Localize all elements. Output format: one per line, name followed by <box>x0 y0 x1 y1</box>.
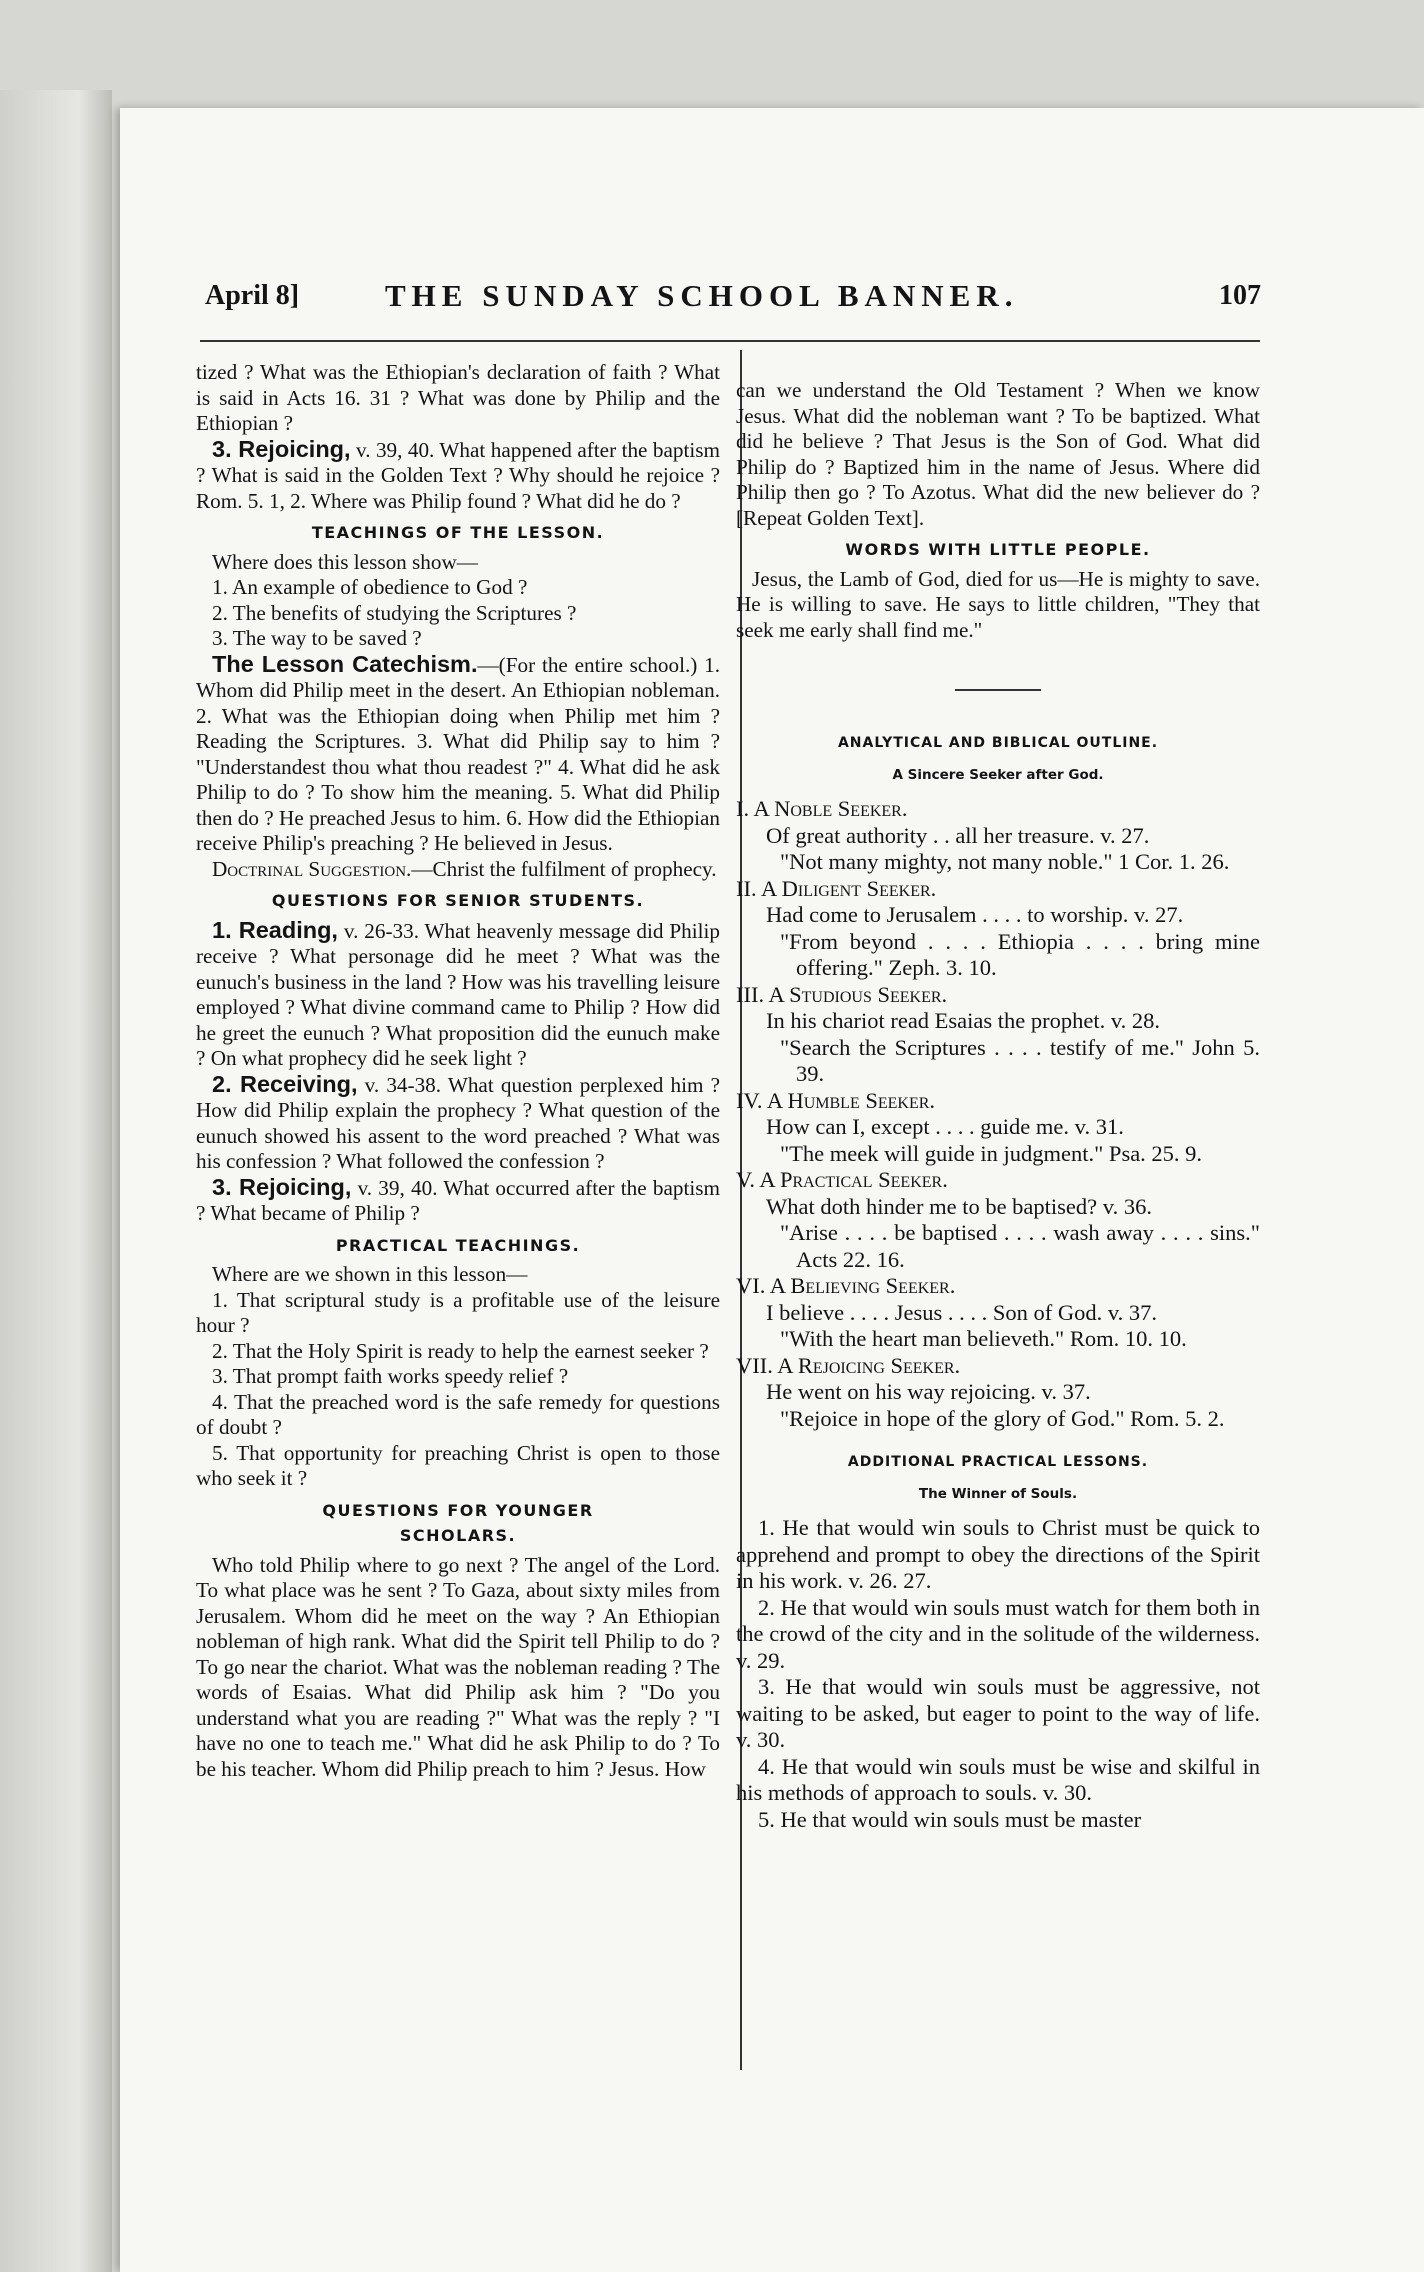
teachings-item: 2. The benefits of studying the Scriptures ? <box>212 600 577 625</box>
outline-quote: "Not many mighty, not many noble." 1 Cor. 1. 26. <box>780 849 1230 874</box>
lesson-item: 1. He that would win souls to Christ must be quick to apprehend and prompt to obey the directions of the Spirit in his work. v. 26. 27. <box>736 1515 1260 1593</box>
doctrinal-paragraph <box>196 857 720 883</box>
little-people-heading: WORDS WITH LITTLE PEOPLE. <box>845 540 1151 559</box>
senior-question-section <box>196 918 720 1072</box>
lessons-subheading: The Winner of Souls. <box>918 1485 1078 1502</box>
facing-page-edge <box>0 90 112 2272</box>
outline-quote: "Arise . . . . be baptised . . . . wash away . . . . sins." Acts 22. 16. <box>780 1220 1260 1272</box>
senior-subheading: 3. Rejoicing, <box>212 1173 352 1200</box>
rejoicing-paragraph <box>196 437 720 515</box>
outline-quote: "The meek will guide in judgment." Psa. 25. 9. <box>780 1140 1203 1166</box>
outline-reference: Of great authority . . all her treasure. v. 27. <box>766 822 1150 848</box>
header-rule <box>200 340 1260 342</box>
catechism-text: —(For the entire school.) 1. Whom did Philip meet in the desert. An Ethiopian nobleman. 2. What was the Ethiopian doing when Philip met him ? Reading the Scriptures. 3. What did Philip say to him ? "Understandest thou what thou readest ?" 4. What did he ask Philip to do ? To show him the meaning. 5. What did Philip then do ? He preached Jesus to him. 6. How did the Ethiopian receive Philip's preaching ? He believed in Jesus. <box>196 652 720 855</box>
lesson-item: 4. He that would win souls must be wise and skilful in his methods of approach to souls. v. 30. <box>736 1753 1260 1805</box>
teachings-item: 3. The way to be saved ? <box>212 626 422 650</box>
teachings-list <box>196 575 720 652</box>
outline-reference: How can I, except . . . . guide me. v. 31. <box>766 1114 1124 1139</box>
doctrinal-label: Doctrinal Suggestion. <box>212 856 412 881</box>
section-divider <box>955 689 1041 691</box>
practical-item: 3. That prompt faith works speedy relief ? <box>212 1364 569 1388</box>
outline-reference: I believe . . . . Jesus . . . . Son of God. v. 37. <box>766 1299 1158 1325</box>
practical-item: 1. That scriptural study is a profitable use of the leisure hour ? <box>196 1287 720 1337</box>
senior-question-text: v. 39, 40. What occurred after the baptism ? What became of Philip ? <box>196 1175 720 1225</box>
senior-questions <box>196 918 720 1227</box>
outline-title: IV. A Humble Seeker. <box>736 1087 936 1113</box>
outline-title: V. A Practical Seeker. <box>736 1167 948 1192</box>
senior-question-text: v. 26-33. What heavenly message did Philip receive ? What personage did he meet ? What was the eunuch's business in the land ? How was his travelling leisure employed ? What divine command came to Philip ? How did he greet the eunuch ? What proposition did the eunuch make ? On what prophecy did he seek light ? <box>196 918 720 1070</box>
lesson-item: 5. He that would win souls must be master <box>758 1806 1142 1832</box>
outline-title: VI. A Believing Seeker. <box>736 1273 956 1298</box>
senior-heading: QUESTIONS FOR SENIOR STUDENTS. <box>271 891 645 910</box>
younger-heading-line1: QUESTIONS FOR YOUNGER <box>322 1500 594 1520</box>
catechism-subheading: The Lesson Catechism. <box>212 650 478 677</box>
outline-subheading: A Sincere Seeker after God. <box>892 766 1104 783</box>
catechism-paragraph <box>196 652 720 857</box>
practical-heading: PRACTICAL TEACHINGS. <box>335 1235 581 1255</box>
senior-question-text: v. 34-38. What question perplexed him ? How did Philip explain the prophecy ? What question of the eunuch showed his assent to the word preached ? What was his confession ? What followed the confession ? <box>196 1072 720 1173</box>
outline-title: I. A Noble Seeker. <box>736 796 908 821</box>
header-title: THE SUNDAY SCHOOL BANNER. <box>385 278 1019 313</box>
intro-paragraph: tized ? What was the Ethiopian's declaration of faith ? What is said in Acts 16. 31 ? What was done by Philip and the Ethiopian ? <box>196 360 720 435</box>
rejoicing-text: v. 39, 40. What happened after the baptism ? What is said in the Golden Text ? Why should he rejoice ? Rom. 5. 1, 2. Where was Philip found ? What did he do ? <box>196 437 720 513</box>
younger-heading-line2: SCHOLARS. <box>399 1526 517 1545</box>
outline-quote: "With the heart man believeth." Rom. 10. 10. <box>780 1326 1187 1351</box>
header-date: April 8] <box>205 280 300 311</box>
outline-title: II. A Diligent Seeker. <box>736 875 937 901</box>
outline-title: VII. A Rejoicing Seeker. <box>736 1352 961 1378</box>
teachings-heading: TEACHINGS OF THE LESSON. <box>311 523 605 542</box>
outline-quote: "From beyond . . . . Ethiopia . . . . bring mine offering." Zeph. 3. 10. <box>780 928 1260 980</box>
outline-reference: In his chariot read Esaias the prophet. v. 28. <box>766 1008 1161 1033</box>
practical-item: 5. That opportunity for preaching Christ is open to those who seek it ? <box>196 1440 720 1490</box>
practical-intro: Where are we shown in this lesson— <box>212 1262 528 1286</box>
outline-reference: What doth hinder me to be baptised? v. 36. <box>766 1193 1152 1219</box>
senior-subheading: 2. Receiving, <box>212 1070 358 1097</box>
lesson-item: 3. He that would win souls must be aggressive, not waiting to be asked, but eager to point to the way of life. v. 30. <box>736 1674 1260 1752</box>
outline-quote: "Rejoice in hope of the glory of God." Rom. 5. 2. <box>780 1405 1225 1431</box>
teachings-intro: Where does this lesson show— <box>212 549 478 574</box>
little-people-paragraph: Jesus, the Lamb of God, died for us—He is mighty to save. He is willing to save. He says to little children, "They that seek me early shall find me." <box>736 566 1260 642</box>
lesson-item: 2. He that would win souls must watch for them both in the crowd of the city and in the solitude of the wilderness. v. 29. <box>736 1594 1260 1673</box>
outline-reference: He went on his way rejoicing. v. 37. <box>766 1379 1091 1404</box>
lessons-list <box>736 1515 1260 1833</box>
continuation-paragraph: can we understand the Old Testament ? When we know Jesus. What did the nobleman want ? To be baptized. What did he believe ? That Jesus is the Son of God. What did Philip do ? Baptized him in the name of Jesus. Where did Philip then go ? To Azotus. What did the new believer do ? [Repeat Golden Text]. <box>736 378 1260 530</box>
senior-question-section <box>196 1175 720 1227</box>
practical-item: 2. That the Holy Spirit is ready to help the earnest seeker ? <box>212 1338 709 1363</box>
senior-question-section <box>196 1072 720 1175</box>
outline-reference: Had come to Jerusalem . . . . to worship. v. 27. <box>766 902 1184 927</box>
doctrinal-text: —Christ the fulfilment of prophecy. <box>411 856 717 881</box>
outline-heading: ANALYTICAL AND BIBLICAL OUTLINE. <box>837 735 1159 751</box>
outline-list <box>736 796 1260 1432</box>
right-column <box>736 378 1260 1833</box>
practical-item: 4. That the preached word is the safe remedy for questions of doubt ? <box>196 1389 720 1439</box>
outline-title: III. A Studious Seeker. <box>736 981 948 1007</box>
younger-paragraph: Who told Philip where to go next ? The angel of the Lord. To what place was he sent ? To Gaza, about sixty miles from Jerusalem. Whom did he meet on the way ? An Ethiopian nobleman of high rank. What did the Spirit tell Philip to do ? To go near the chariot. What was the nobleman reading ? The words of Esaias. What did Philip ask him ? "Do you understand what you are reading ?" What was the reply ? "I have no one to teach me." What did he ask Philip to do ? To be his teacher. Whom did Philip preach to him ? Jesus. How <box>196 1552 720 1781</box>
running-header <box>205 280 1265 328</box>
page-number: 107 <box>1219 280 1261 311</box>
rejoicing-subheading: 3. Rejoicing, <box>212 435 351 462</box>
left-column <box>196 360 720 1782</box>
senior-subheading: 1. Reading, <box>212 916 338 943</box>
teachings-item: 1. An example of obedience to God ? <box>212 575 528 599</box>
outline-quote: "Search the Scriptures . . . . testify of me." John 5. 39. <box>780 1034 1260 1086</box>
lessons-heading: ADDITIONAL PRACTICAL LESSONS. <box>847 1454 1149 1470</box>
practical-list <box>196 1288 720 1492</box>
